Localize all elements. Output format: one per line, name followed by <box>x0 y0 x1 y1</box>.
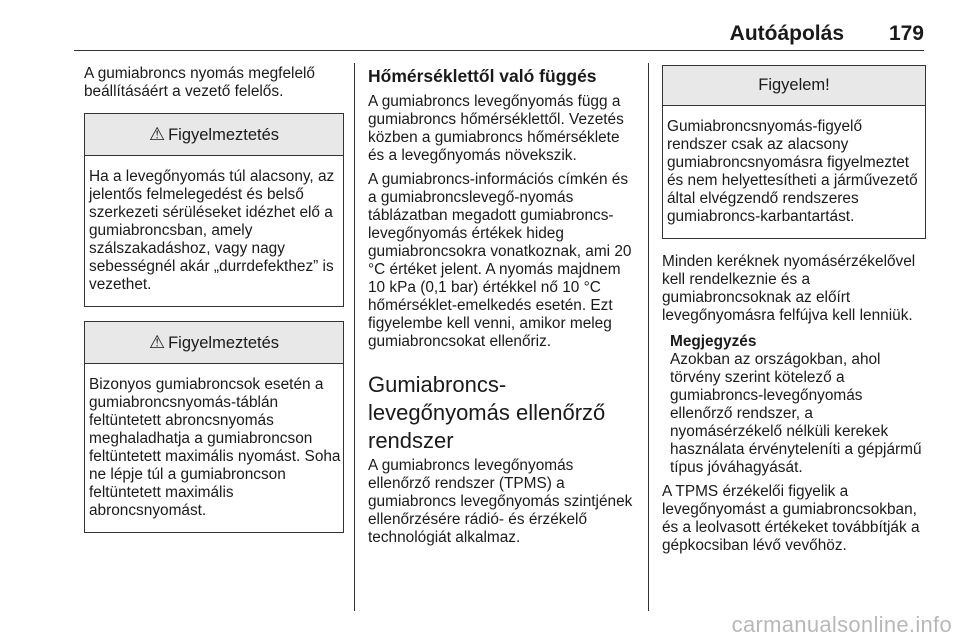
column-3 <box>662 65 926 555</box>
page-header <box>74 0 924 51</box>
caution-body <box>663 106 925 238</box>
warning-box-1 <box>84 113 344 307</box>
temperature-paragraph-1: A gumiabroncs levegőnyomás függ a gumiabroncs hőmérséklettől. Vezetés közben a gumiabroncs hőmérséklete és a levegőnyomás növekszik. <box>368 93 624 164</box>
sensor-paragraph: Minden keréknek nyomásérzékelővel kell rendelkeznie és a gumiabroncsoknak az előírt levegőnyomásra felfújva kell lenniük. <box>662 253 916 324</box>
warning-text-2: Bizonyos gumiabroncsok esetén a gumiabroncsnyomás-táblán feltüntetett abroncsnyomás meghaladhatja a gumiabroncson feltüntetett maximális nyomást. Soha ne lépje túl a gumiabroncson feltüntetett maximális abroncsnyomást. <box>89 376 341 519</box>
warning-box-2 <box>84 321 344 533</box>
warning-header-2 <box>85 322 343 364</box>
caution-header <box>663 66 925 106</box>
note-text: Azokban az országokban, ahol törvény szerint kötelező a gumiabroncs-levegőnyomás ellenőrző rendszer, a nyomásérzékelő nélküli kerekek használata érvényteleníti a gépjármű típus jóváhagyását. <box>670 351 922 476</box>
subheading-temperature: Hőmérséklettől való függés <box>368 66 597 86</box>
warning-triangle-icon: ⚠ <box>148 332 166 352</box>
caution-box <box>662 65 926 239</box>
section-title-tpms: Gumiabroncs-levegőnyomás ellenőrző rendszer <box>368 372 606 453</box>
warning-header-1 <box>85 114 343 156</box>
column-2 <box>368 65 636 547</box>
tpms-sensors-paragraph: A TPMS érzékelői figyelik a levegőnyomást a gumiabroncsokban, és a leolvasott értékeket továbbítják a gépkocsiban lévő vevőhöz. <box>662 483 920 554</box>
warning-title-1: Figyelmeztetés <box>168 126 280 144</box>
chapter-title: Autóápolás <box>729 22 844 45</box>
warning-text-1: Ha a levegőnyomás túl alacsony, az jelentős felmelegedést és belső szerkezeti sérüléseket idézhet elő a gumiabroncsban, amely szálszakadáshoz, vagy nagy sebességnél akár „durrdefekthez” is vezethet. <box>89 168 335 293</box>
note-label: Megjegyzés <box>670 333 757 350</box>
watermark: carmanualsonline.info <box>731 612 952 637</box>
note-block <box>662 333 926 477</box>
column-1 <box>84 65 344 533</box>
temperature-paragraph-2: A gumiabroncs-információs címkén és a gumiabroncslevegő-nyomás táblázatban megadott gumiabroncs-levegőnyomás értékek hideg gumiabroncsokra vonatkoznak, ami 20 °C értéket jelent. A nyomás majdnem 10 kPa (0,1 bar) értékkel nő 10 °C hőmérséklet-emelkedés esetén. Ezt figyelembe kell venni, amikor meleg gumiabroncsokat ellenőriz. <box>368 171 632 350</box>
intro-paragraph: A gumiabroncs nyomás megfelelő beállításáért a vezető felelős. <box>84 65 315 100</box>
warning-body-1 <box>85 156 343 306</box>
warning-body-2 <box>85 364 343 532</box>
column-divider-1 <box>354 63 355 611</box>
page-number: 179 <box>888 22 924 45</box>
warning-title-2: Figyelmeztetés <box>168 334 280 352</box>
warning-triangle-icon: ⚠ <box>148 124 166 144</box>
column-divider-2 <box>648 63 649 611</box>
caution-text: Gumiabroncsnyomás-figyelő rendszer csak az alacsony gumiabroncsnyomásra figyelmeztet és nem helyettesítheti a járművezető által elvégzendő rendszeres gumiabroncs-karbantartást. <box>667 118 918 225</box>
caution-title: Figyelem! <box>758 76 830 94</box>
tpms-paragraph: A gumiabroncs levegőnyomás ellenőrző rendszer (TPMS) a gumiabroncs levegőnyomás szintjének ellenőrzésére rádió- és érzékelő technológiát alkalmaz. <box>368 457 633 546</box>
